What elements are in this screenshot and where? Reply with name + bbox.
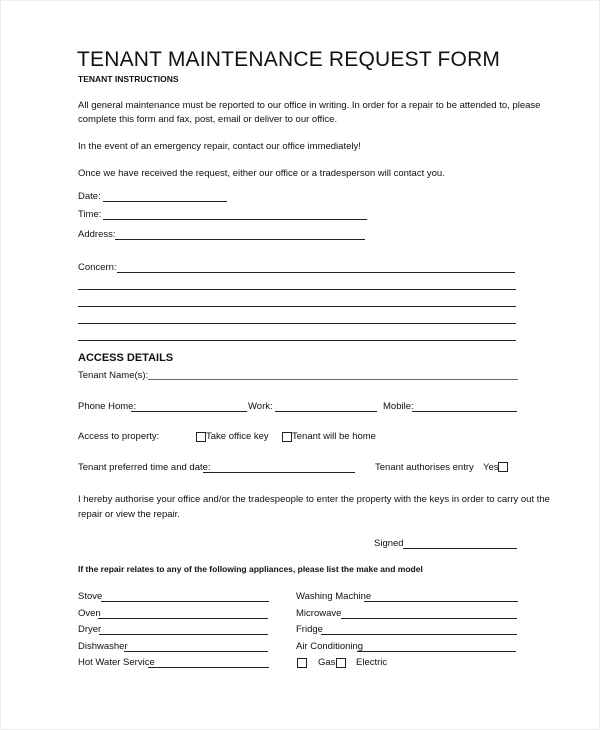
fridge-field[interactable] xyxy=(321,634,517,635)
dryer-field[interactable] xyxy=(99,634,268,635)
concern-field-line[interactable] xyxy=(78,306,516,307)
take-office-key-checkbox[interactable] xyxy=(196,432,206,442)
mobile-field[interactable] xyxy=(412,411,517,412)
signature-field[interactable] xyxy=(403,548,517,549)
date-field[interactable] xyxy=(103,201,227,202)
preferred-time-label: Tenant preferred time and date: xyxy=(78,462,211,473)
electric-label: Electric xyxy=(356,657,388,668)
contact-text: Once we have received the request, either our office or a tradesperson will contact you. xyxy=(78,168,445,179)
authorises-entry-label: Tenant authorises entry xyxy=(375,462,474,473)
authorises-entry-checkbox[interactable] xyxy=(498,462,508,472)
mobile-label: Mobile: xyxy=(383,401,414,412)
appliances-heading: If the repair relates to any of the following appliances, please list the make and model xyxy=(78,564,423,574)
stove-field[interactable] xyxy=(101,601,269,602)
appliance-label-dishwasher: Dishwasher xyxy=(78,641,128,652)
oven-field[interactable] xyxy=(98,618,268,619)
tenant-home-label: Tenant will be home xyxy=(292,431,376,442)
appliance-label-oven: Oven xyxy=(78,608,101,619)
emergency-text: In the event of an emergency repair, contact our office immediately! xyxy=(78,141,361,152)
gas-checkbox[interactable] xyxy=(297,658,307,668)
date-label: Date: xyxy=(78,191,101,202)
tenant-names-field[interactable] xyxy=(148,379,518,380)
time-field[interactable] xyxy=(103,219,367,220)
appliance-label-air-conditioning: Air Conditioning xyxy=(296,641,364,652)
appliance-label-stove: Stove xyxy=(78,591,103,602)
access-details-heading: ACCESS DETAILS xyxy=(78,352,174,364)
page-title: TENANT MAINTENANCE REQUEST FORM xyxy=(77,48,501,71)
authorisation-text: I hereby authorise your office and/or the tradespeople to enter the property with the keys in order to carry out the xyxy=(78,494,550,505)
appliance-label-washing-machine: Washing Machine xyxy=(296,591,372,602)
authorisation-text: repair or view the repair. xyxy=(78,509,180,520)
instructions-text: complete this form and fax, post, email or deliver to our office. xyxy=(78,114,338,125)
gas-label: Gas xyxy=(318,657,336,668)
concern-label: Concern: xyxy=(78,262,117,273)
tenant-home-checkbox[interactable] xyxy=(282,432,292,442)
dishwasher-field[interactable] xyxy=(124,651,268,652)
appliance-label-microwave: Microwave xyxy=(296,608,342,619)
microwave-field[interactable] xyxy=(341,618,517,619)
preferred-time-field[interactable] xyxy=(203,472,355,473)
signed-label: Signed xyxy=(374,538,404,549)
instructions-heading: TENANT INSTRUCTIONS xyxy=(78,74,179,84)
concern-field[interactable] xyxy=(117,272,515,273)
concern-field-line[interactable] xyxy=(78,340,516,341)
work-phone-field[interactable] xyxy=(275,411,377,412)
appliance-label-dryer: Dryer xyxy=(78,624,102,635)
hot-water-service-field[interactable] xyxy=(148,667,269,668)
work-label: Work: xyxy=(248,401,273,412)
washing-machine-field[interactable] xyxy=(364,601,518,602)
access-to-property-label: Access to property: xyxy=(78,431,160,442)
phone-home-label: Phone Home: xyxy=(78,401,137,412)
address-label: Address: xyxy=(78,229,116,240)
phone-home-field[interactable] xyxy=(131,411,247,412)
appliance-label-fridge: Fridge xyxy=(296,624,323,635)
tenant-names-label: Tenant Name(s): xyxy=(78,370,149,381)
instructions-text: All general maintenance must be reported to our office in writing. In order for a repair to be attended to, please xyxy=(78,100,541,111)
air-conditioning-field[interactable] xyxy=(357,651,516,652)
concern-field-line[interactable] xyxy=(78,289,516,290)
address-field[interactable] xyxy=(115,239,365,240)
electric-checkbox[interactable] xyxy=(336,658,346,668)
time-label: Time: xyxy=(78,209,102,220)
appliance-label-hot-water: Hot Water Service xyxy=(78,657,155,668)
take-office-key-label: Take office key xyxy=(206,431,269,442)
concern-field-line[interactable] xyxy=(78,323,516,324)
yes-label: Yes xyxy=(483,462,499,473)
